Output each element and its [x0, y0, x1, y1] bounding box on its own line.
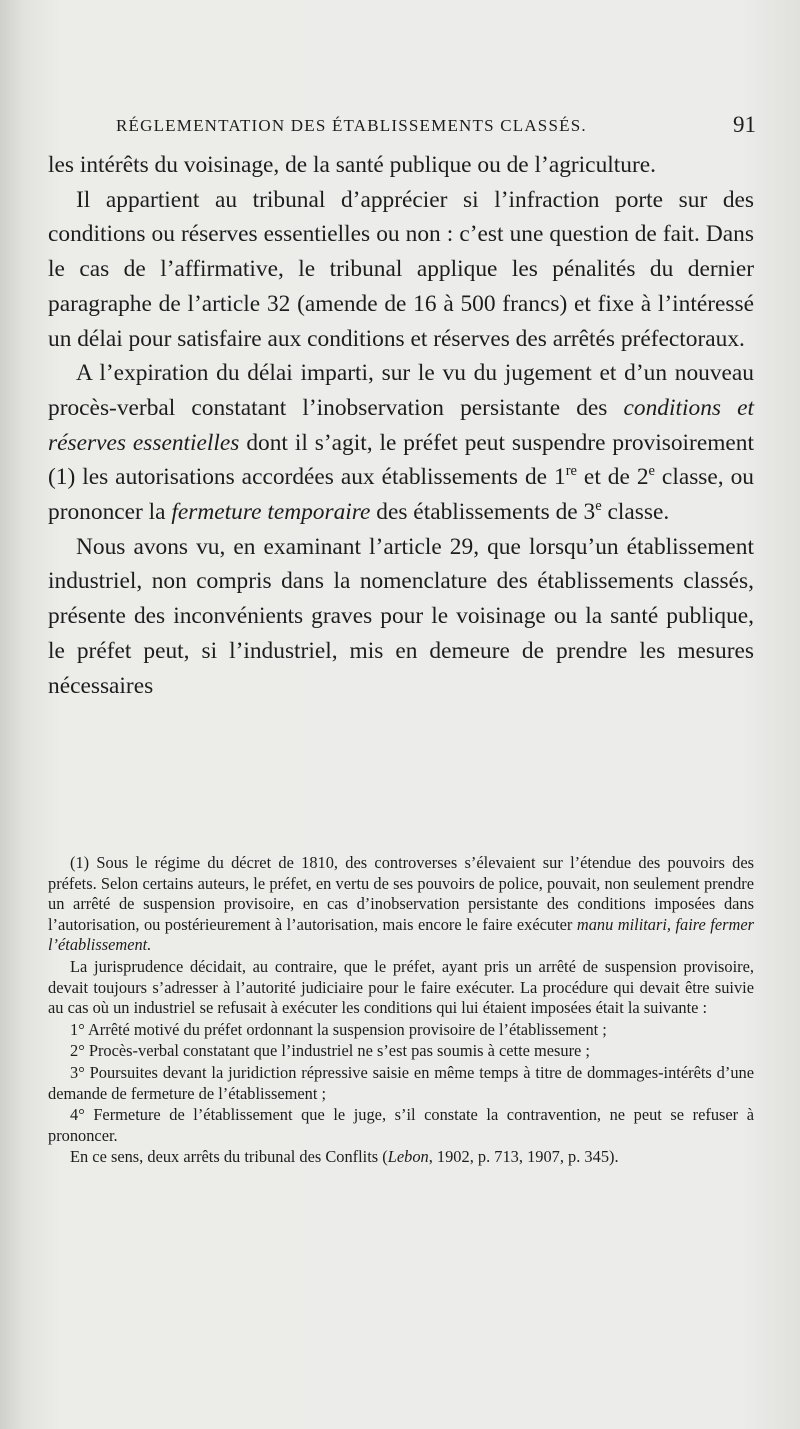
paragraph-3-text-e: classe, ou prononcer la: [48, 464, 754, 526]
footnote-step-4: 4° Fermeture de l’établissement que le juge, s’il constate la contravention, ne peut se refuser à prononcer.: [48, 1105, 754, 1145]
paragraph-4: Nous avons vu, en examinant l’article 29, que lorsqu’un établissement industriel, non compris dans la nomenclature des établissements classés, présente des inconvénients graves pour le voisinage ou la santé publique, le préfet peut, si l’industriel, mis en demeure de prendre les mesures nécessaires: [48, 533, 754, 699]
footnote-1-italic: manu militari, faire fermer l’établissement.: [48, 914, 754, 955]
footnote-jurisprudence: La jurisprudence décidait, au contraire, que le préfet, ayant pris un arrêté de suspension provisoire, devait toujours s’adresser à l’autorité judiciaire pour le faire exécuter. La procédure qui devait être suivie au cas où un industriel se refusait à exécuter les conditions qui lui étaient imposées était la suivante :: [48, 956, 754, 1018]
body-text: [48, 148, 754, 703]
conditions-reserves-italic: conditions et réserves essentielles: [48, 394, 754, 456]
paragraph-1: les intérêts du voisinage, de la santé publique ou de l’agriculture.: [48, 152, 656, 178]
paragraph-3-text-c: dont il s’agit, le préfet peut suspendre provisoirement (1) les autorisations accordées aux établissements de 1: [48, 429, 754, 491]
paragraph-3-text-h: classe.: [601, 499, 670, 526]
page-number: 91: [733, 112, 756, 137]
page-header: [116, 112, 756, 142]
paragraph-3-text-g: des établissements de 3: [376, 499, 596, 526]
citation-text-c: , 1902, p. 713, 1907, p. 345).: [428, 1147, 619, 1167]
footnotes: [48, 853, 754, 1169]
citation-lebon-italic: Lebon: [387, 1147, 429, 1167]
fermeture-temporaire-italic: fermeture temporaire: [171, 499, 371, 526]
footnote-step-2: 2° Procès-verbal constatant que l’industriel ne s’est pas soumis à cette mesure ;: [70, 1041, 590, 1061]
running-title: RÉGLEMENTATION DES ÉTABLISSEMENTS CLASSÉS.: [116, 116, 587, 135]
paragraph-3: [48, 356, 754, 530]
paragraph-2: Il appartient au tribunal d’apprécier si l’infraction porte sur des conditions ou réserves essentielles ou non : c’est une question de fait. Dans le cas de l’affirmative, le tribunal applique les pénalités du dernier paragraphe de l’article 32 (amende de 16 à 500 francs) et fixe à l’intéressé un délai pour satisfaire aux conditions et réserves des arrêtés préfectoraux.: [48, 186, 754, 352]
paragraph-3-text-d: et de 2: [576, 464, 649, 491]
footnote-1-text: (1) Sous le régime du décret de 1810, des controverses s’élevaient sur l’étendue des pouvoirs des préfets. Selon certains auteurs, le préfet, en vertu de ses pouvoirs de police, pouvait, non seulement prendre un arrêté de suspension provisoire, en cas d’inobservation persistante des conditions imposées dans l’autorisation, ou postérieurement à l’autorisation, mais encore le faire exécuter: [48, 853, 754, 934]
footnote-citation: [48, 1147, 754, 1168]
superscript-re: re: [565, 463, 577, 480]
superscript-e-2: e: [648, 463, 655, 480]
footnote-step-3: 3° Poursuites devant la juridiction répressive saisie en même temps à titre de dommages-intérêts d’une demande de fermeture de l’établissement ;: [48, 1062, 754, 1103]
footnote-step-1: 1° Arrêté motivé du préfet ordonnant la suspension provisoire de l’établissement ;: [70, 1019, 607, 1039]
footnote-1: [48, 853, 754, 956]
citation-text-a: En ce sens, deux arrêts du tribunal des Conflits (: [70, 1147, 388, 1167]
superscript-e-3: e: [595, 498, 602, 515]
paragraph-3-text-a: A l’expiration du délai imparti, sur le vu du jugement et d’un nouveau procès-verbal constatant l’inobservation persistante des: [48, 360, 754, 421]
